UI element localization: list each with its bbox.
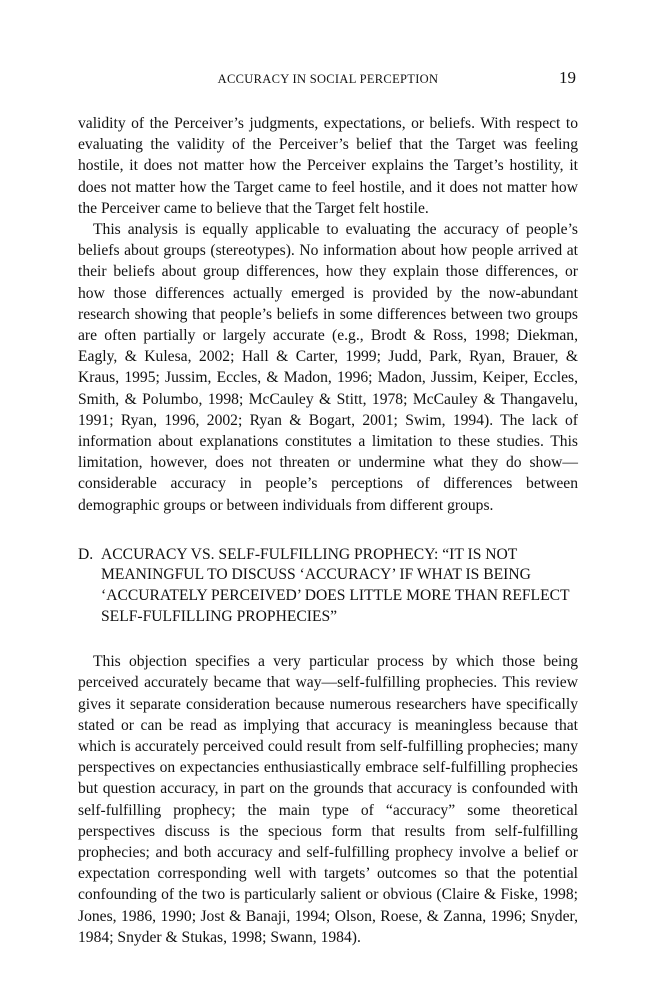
running-head-title: ACCURACY IN SOCIAL PERCEPTION (217, 72, 439, 86)
paragraph-self-fulfilling-prophecy: This objection specifies a very particular process by which those being perceived accurately became that way—self-fulfilling prophecies. This review gives it separate consideration because numerous researchers have specifically stated or can be read as implying that accuracy is meaningless because that which is accurately perceived could result from self-fulfilling prophecies; many perspectives on expectancies enthusiastically embrace self-fulfilling prophecies but question accuracy, in part on the grounds that accuracy is confounded with self-fulfilling prophecy; the main type of “accuracy” some theoretical perspectives discuss is the specious form that results from self-fulfilling prophecies; and both accuracy and self-fulfilling prophecy involve a belief or expectation corresponding well with targets’ outcomes so that the potential confounding of the two is particularly salient or obvious (Claire & Fiske, 1998; Jones, 1986, 1990; Jost & Banaji, 1994; Olson, Roese, & Zanna, 1996; Snyder, 1984; Snyder & Stukas, 1998; Swann, 1984). (78, 653, 578, 946)
section-body (78, 651, 578, 948)
section-heading (78, 545, 578, 627)
paragraph-stereotypes: This analysis is equally applicable to evaluating the accuracy of people’s beliefs about groups (stereotypes). No information about how people arrived at their beliefs about group differences, how they explain those differences, or how those differences actually emerged is provided by the now-abundant research showing that people’s beliefs in some differences between two groups are often partially or largely accurate (e.g., Brodt & Ross, 1998; Diekman, Eagly, & Kulesa, 2002; Hall & Carter, 1999; Judd, Park, Ryan, Brauer, & Kraus, 1995; Jussim, Eccles, & Madon, 1996; Madon, Jussim, Keiper, Eccles, Smith, & Polumbo, 1998; McCauley & Stitt, 1978; McCauley & Thangavelu, 1991; Ryan, 1996, 2002; Ryan & Bogart, 2001; Swim, 1994). The lack of information about explanations constitutes a limitation to these studies. This limitation, however, does not threaten or undermine what they do show—considerable accuracy in people’s perceptions of differences between demographic groups or between individuals from different groups. (78, 221, 578, 514)
book-page (78, 66, 578, 948)
running-head (78, 66, 578, 92)
section-heading-text: ACCURACY VS. SELF-FULFILLING PROPHECY: “IT IS NOT MEANINGFUL TO DISCUSS ‘ACCURACY’ IF WHAT IS BEING ‘ACCURATELY PERCEIVED’ DOES LITTLE MORE THAN REFLECT SELF-FULFILLING PROPHECIES” (101, 545, 570, 625)
section-letter: D. (78, 545, 94, 563)
paragraph-continued: validity of the Perceiver’s judgments, expectations, or beliefs. With respect to evaluating the validity of the Perceiver’s belief that the Target was feeling hostile, it does not matter how the Perceiver explains the Target’s hostility, it does not matter how the Target came to feel hostile, and it does not matter how the Perceiver came to believe that the Target felt hostile. (78, 115, 578, 217)
body-text (78, 113, 578, 516)
page-number: 19 (559, 68, 576, 87)
